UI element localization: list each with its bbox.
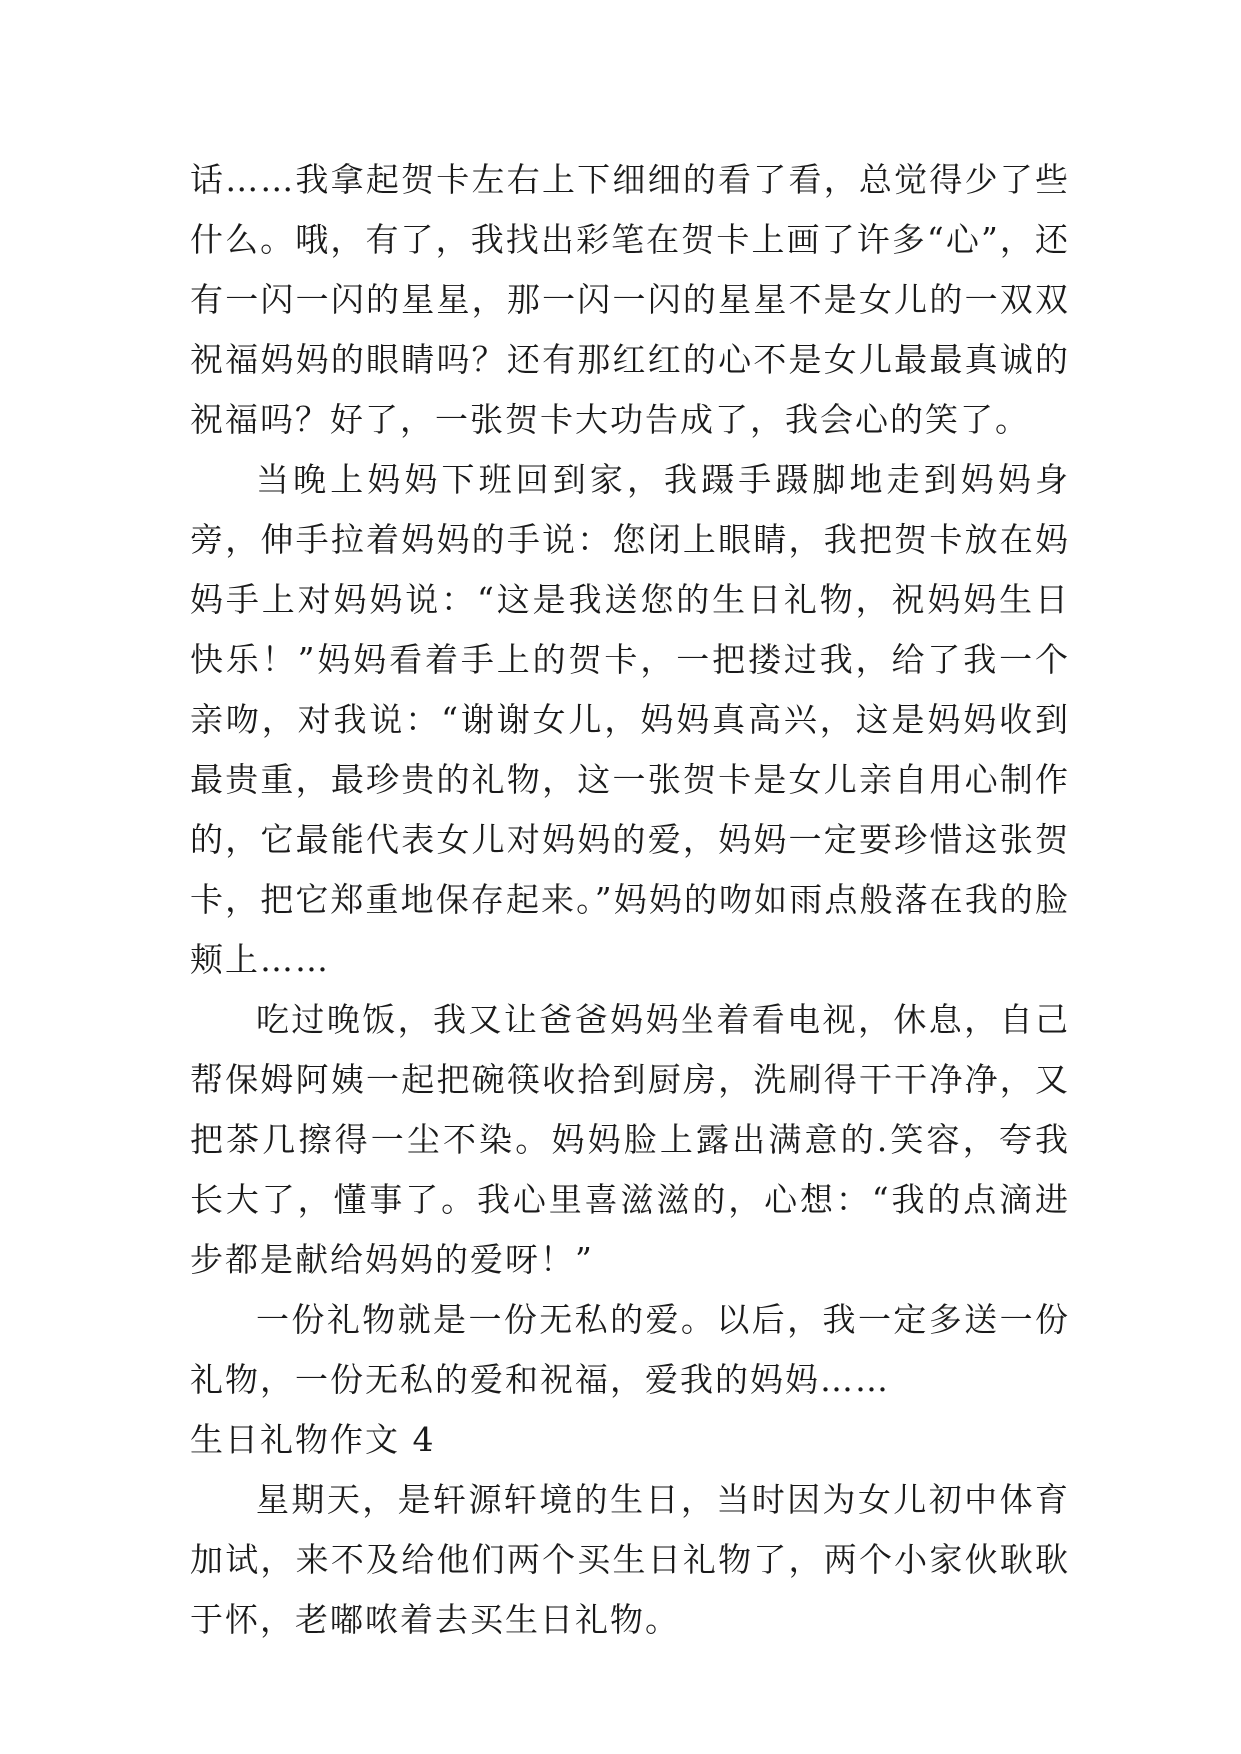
paragraph-5: 星期天，是轩源轩境的生日，当时因为女儿初中体育加试，来不及给他们两个买生日礼物了，两个小家伙耿耿于怀，老嘟哝着去买生日礼物。 bbox=[190, 1480, 1070, 1639]
paragraph-1: 话……我拿起贺卡左右上下细细的看了看，总觉得少了些什么。哦，有了，我找出彩笔在贺卡上画了许多“心”，还有一闪一闪的星星，那一闪一闪的星星不是女儿的一双双祝福妈妈的眼睛吗？还有那红红的心不是女儿最最真诚的祝福吗？好了，一张贺卡大功告成了，我会心的笑了。 bbox=[190, 160, 1070, 439]
section-heading: 生日礼物作文 4 bbox=[190, 1420, 436, 1459]
paragraph-3: 吃过晚饭，我又让爸爸妈妈坐着看电视，休息，自己帮保姆阿姨一起把碗筷收拾到厨房，洗刷得干干净净，又把茶几擦得一尘不染。妈妈脸上露出满意的.笑容，夸我长大了，懂事了。我心里喜滋滋的，心想：“我的点滴进步都是献给妈妈的爱呀！” bbox=[190, 1000, 1070, 1279]
document-body bbox=[190, 150, 1070, 1650]
paragraph-2: 当晚上妈妈下班回到家，我蹑手蹑脚地走到妈妈身旁，伸手拉着妈妈的手说：您闭上眼睛，我把贺卡放在妈妈手上对妈妈说：“这是我送您的生日礼物，祝妈妈生日快乐！”妈妈看着手上的贺卡，一把搂过我，给了我一个亲吻，对我说：“谢谢女儿，妈妈真高兴，这是妈妈收到最贵重，最珍贵的礼物，这一张贺卡是女儿亲自用心制作的，它最能代表女儿对妈妈的爱，妈妈一定要珍惜这张贺卡，把它郑重地保存起来。”妈妈的吻如雨点般落在我的脸颊上…… bbox=[190, 460, 1070, 979]
paragraph-4: 一份礼物就是一份无私的爱。以后，我一定多送一份礼物，一份无私的爱和祝福，爱我的妈妈…… bbox=[190, 1300, 1070, 1399]
